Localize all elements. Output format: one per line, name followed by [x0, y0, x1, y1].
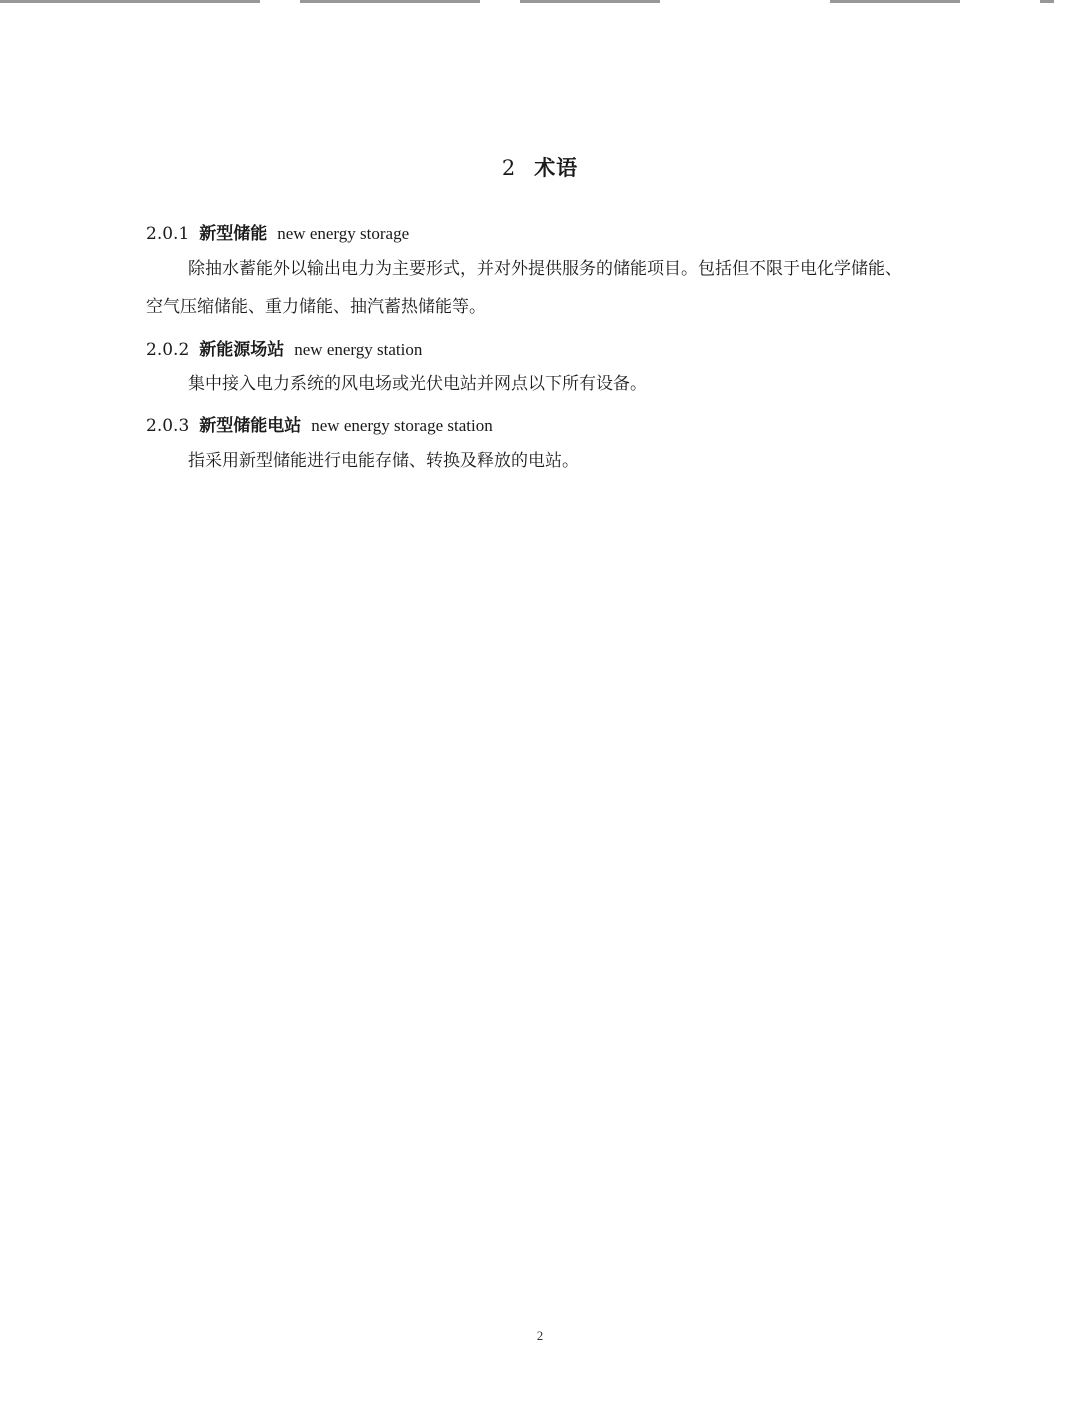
chapter-number: 2 — [501, 156, 517, 180]
term-definition-2-0-2: 集中接入电力系统的风电场或光伏电站并网点以下所有设备。 — [188, 374, 647, 394]
term-heading-2-0-1 — [146, 219, 409, 244]
term-definition-2-0-3: 指采用新型储能进行电能存储、转换及释放的电站。 — [188, 451, 579, 471]
term-english: new energy station — [294, 340, 423, 359]
chapter-heading — [0, 152, 1080, 182]
term-heading-2-0-3 — [146, 411, 493, 436]
scan-artifact-top-edge — [0, 0, 1080, 5]
term-english: new energy storage — [277, 224, 410, 243]
term-code: 2.0.1 — [146, 224, 190, 244]
term-code: 2.0.3 — [146, 416, 190, 436]
term-chinese: 新型储能 — [199, 224, 268, 244]
term-definition-2-0-1: 除抽水蓄能外以输出电力为主要形式，并对外提供服务的储能项目。包括但不限于电化学储能、空气压缩储能、重力储能、抽汽蓄热储能等。 — [146, 259, 902, 317]
chapter-title: 术语 — [534, 155, 579, 180]
term-chinese: 新型储能电站 — [199, 416, 302, 436]
term-code: 2.0.2 — [146, 340, 190, 360]
term-heading-2-0-2 — [146, 335, 422, 360]
term-chinese: 新能源场站 — [199, 340, 285, 360]
term-english: new energy storage station — [311, 416, 493, 435]
page-number: 2 — [536, 1328, 544, 1343]
